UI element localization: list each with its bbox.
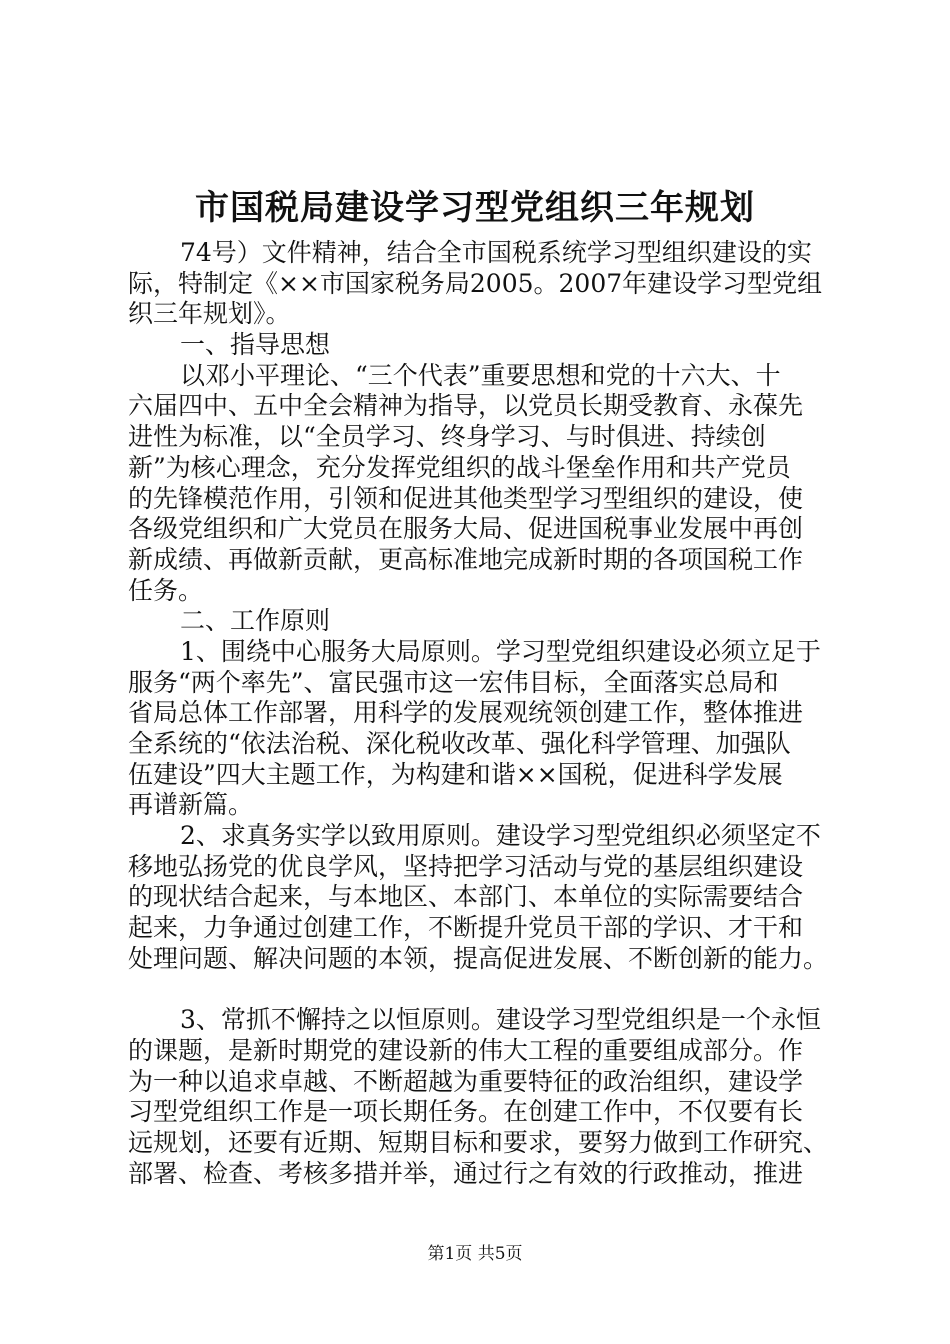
text-line: 习型党组织工作是一项长期任务。在创建工作中，不仅要有长 <box>128 1097 804 1127</box>
blank-line <box>128 975 830 1006</box>
text-line: 新”为核心理念，充分发挥党组织的战斗堡垒作用和共产党员 <box>128 452 791 482</box>
text-line: 74号）文件精神，结合全市国税系统学习型组织建设的实 <box>180 238 812 267</box>
text-line: 为一种以追求卓越、不断超越为重要特征的政治组织，建设学 <box>128 1066 804 1096</box>
text-line: 进性为标准，以“全员学习、终身学习、与时俱进、持续创 <box>128 422 766 452</box>
text-line: 全系统的“依法治税、深化税收改革、强化科学管理、加强队 <box>128 729 791 758</box>
text-line: 2、求真务实学以致用原则。建设学习型党组织必须坚定不 <box>180 821 821 851</box>
text-line: 织三年规划》。 <box>128 299 291 329</box>
text-line: 远规划，还要有近期、短期目标和要求，要努力做到工作研究、 <box>128 1127 829 1157</box>
text-line: 移地弘扬党的优良学风，坚持把学习活动与党的基层组织建设 <box>128 851 804 881</box>
text-line: 各级党组织和广大党员在服务大局、促进国税事业发展中再创 <box>128 514 804 544</box>
text-line: 以邓小平理论、“三个代表”重要思想和党的十六大、十 <box>180 360 781 390</box>
text-line: 二、工作原则 <box>180 606 331 636</box>
text-line: 一、指导思想 <box>180 330 331 360</box>
text-line: 1、围绕中心服务大局原则。学习型党组织建设必须立足于 <box>180 636 821 666</box>
text-line: 任务。 <box>128 575 204 605</box>
text-line: 服务“两个率先”、富民强市这一宏伟目标，全面落实总局和 <box>128 667 779 697</box>
text-line: 六届四中、五中全会精神为指导，以党员长期受教育、永葆先 <box>128 391 804 421</box>
text-line: 再谱新篇。 <box>128 790 254 820</box>
text-line: 伍建设”四大主题工作，为构建和谐××国税，促进科学发展 <box>128 759 783 789</box>
text-line: 起来，力争通过创建工作，不断提升党员干部的学识、才干和 <box>128 913 804 943</box>
text-line: 省局总体工作部署，用科学的发展观统领创建工作，整体推进 <box>128 698 804 728</box>
text-line: 部署、检查、考核多措并举，通过行之有效的行政推动，推进 <box>128 1158 804 1188</box>
text-line: 新成绩、再做新贡献，更高标准地完成新时期的各项国税工作 <box>128 544 804 574</box>
document-title: 市国税局建设学习型党组织三年规划 <box>195 188 755 228</box>
text-line: 3、常抓不懈持之以恒原则。建设学习型党组织是一个永恒 <box>180 1005 821 1035</box>
text-line: 的课题，是新时期党的建设新的伟大工程的重要组成部分。作 <box>128 1035 804 1065</box>
text-line: 处理问题、解决问题的本领，提高促进发展、不断创新的能力。 <box>128 943 829 973</box>
document-body <box>128 238 830 1189</box>
text-line: 的先锋模范作用，引领和促进其他类型学习型组织的建设，使 <box>128 483 804 513</box>
text-line: 际，特制定《××市国家税务局2005。2007年建设学习型党组 <box>128 268 823 298</box>
text-line: 的现状结合起来，与本地区、本部门、本单位的实际需要结合 <box>128 882 804 912</box>
page-footer: 第1页 共5页 <box>427 1244 523 1264</box>
